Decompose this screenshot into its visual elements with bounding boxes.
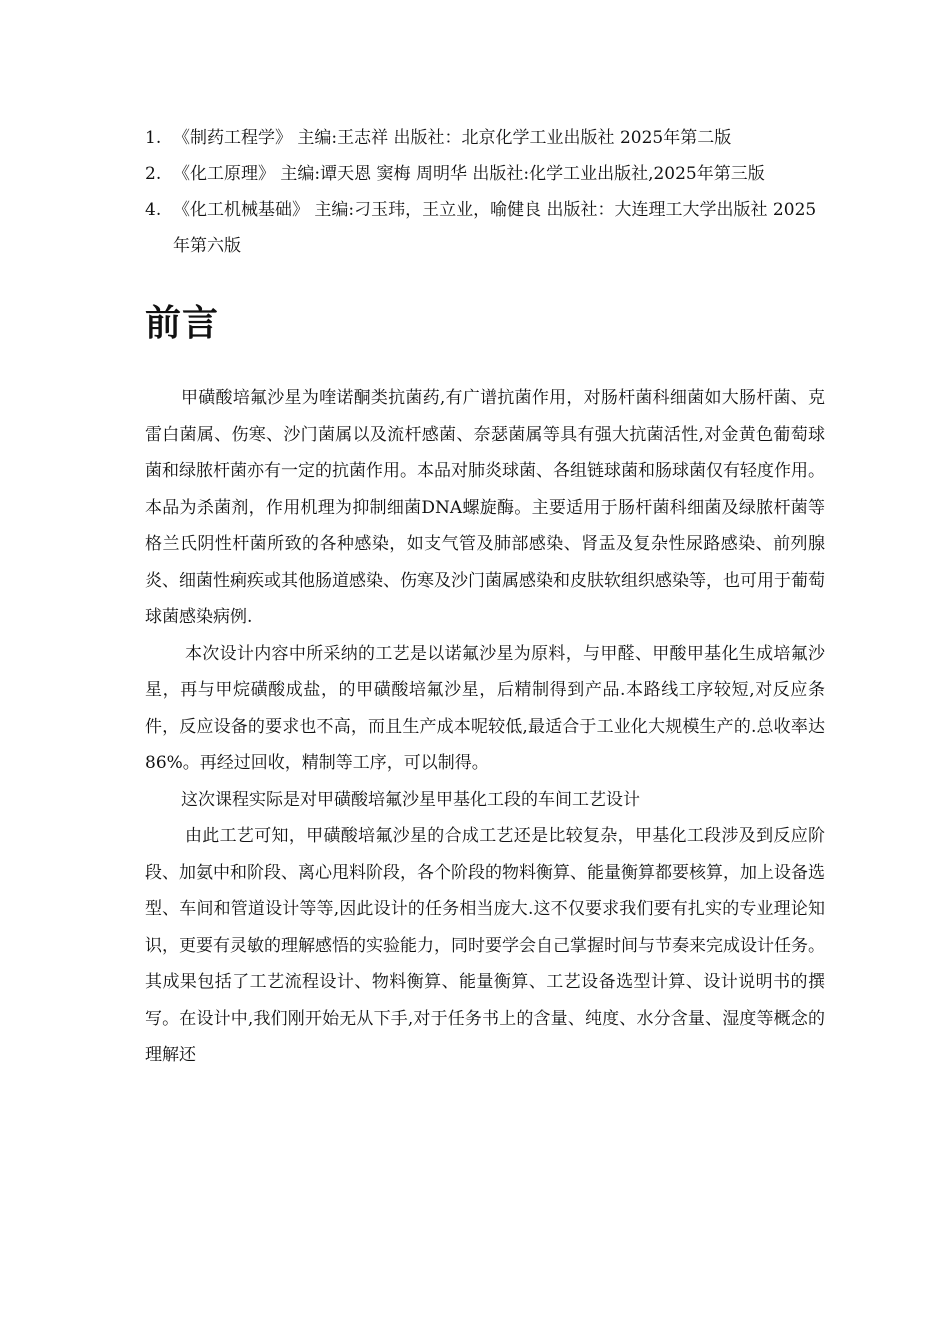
reference-item bbox=[145, 192, 825, 264]
reference-text: 《制药工程学》 主编:王志祥 出版社：北京化学工业出版社 2025年第二版 bbox=[173, 128, 732, 148]
reference-number: 4. bbox=[145, 200, 162, 220]
preface-paragraph: 由此工艺可知，甲磺酸培氟沙星的合成工艺还是比较复杂，甲基化工段涉及到反应阶段、加氨中和阶段、离心甩料阶段，各个阶段的物料衡算、能量衡算都要核算，加上设备选型、车间和管道设计等等,因此设计的任务相当庞大.这不仅要求我们要有扎实的专业理论知识，更要有灵敏的理解感悟的实验能力，同时要学会自己掌握时间与节奏来完成设计任务。其成果包括了工艺流程设计、物料衡算、能量衡算、工艺设备选型计算、设计说明书的撰写。在设计中,我们刚开始无从下手,对于任务书上的含量、纯度、水分含量、湿度等概念的理解还 bbox=[145, 826, 825, 1065]
reference-number: 1. bbox=[145, 128, 162, 148]
reference-text: 《化工原理》 主编:谭天恩 窦梅 周明华 出版社:化学工业出版社,2025年第三版 bbox=[173, 164, 765, 184]
preface-paragraph: 本次设计内容中所采纳的工艺是以诺氟沙星为原料，与甲醛、甲酸甲基化生成培氟沙星，再与甲烷磺酸成盐，的甲磺酸培氟沙星，后精制得到产品.本路线工序较短,对反应条件，反应设备的要求也不高，而且生产成本呢较低,最适合于工业化大规模生产的.总收率达86%。再经过回收，精制等工序，可以制得。 bbox=[145, 643, 825, 773]
preface-paragraph: 这次课程实际是对甲磺酸培氟沙星甲基化工段的车间工艺设计 bbox=[181, 789, 640, 810]
reference-text: 《化工机械基础》 主编:刁玉玮，王立业，喻健良 出版社：大连理工大学出版社 2025年第六版 bbox=[173, 200, 817, 256]
preface-heading: 前言 bbox=[145, 303, 220, 344]
reference-item bbox=[145, 120, 825, 156]
document-page bbox=[145, 120, 825, 1074]
reference-item bbox=[145, 156, 825, 192]
preface-paragraph: 甲磺酸培氟沙星为喹诺酮类抗菌药,有广谱抗菌作用，对肠杆菌科细菌如大肠杆菌、克雷白菌属、伤寒、沙门菌属以及流杆感菌、奈瑟菌属等具有强大抗菌活性,对金黄色葡萄球菌和绿脓杆菌亦有一定的抗菌作用。本品对肺炎球菌、各组链球菌和肠球菌仅有轻度作用。本品为杀菌剂，作用机理为抑制细菌DNA螺旋酶。主要适用于肠杆菌科细菌及绿脓杆菌等格兰氏阴性杆菌所致的各种感染，如支气管及肺部感染、肾盂及复杂性尿路感染、前列腺炎、细菌性痢疾或其他肠道感染、伤寒及沙门菌属感染和皮肤软组织感染等，也可用于葡萄球菌感染病例. bbox=[145, 388, 825, 627]
reference-list bbox=[145, 120, 825, 264]
reference-number: 2. bbox=[145, 164, 162, 184]
